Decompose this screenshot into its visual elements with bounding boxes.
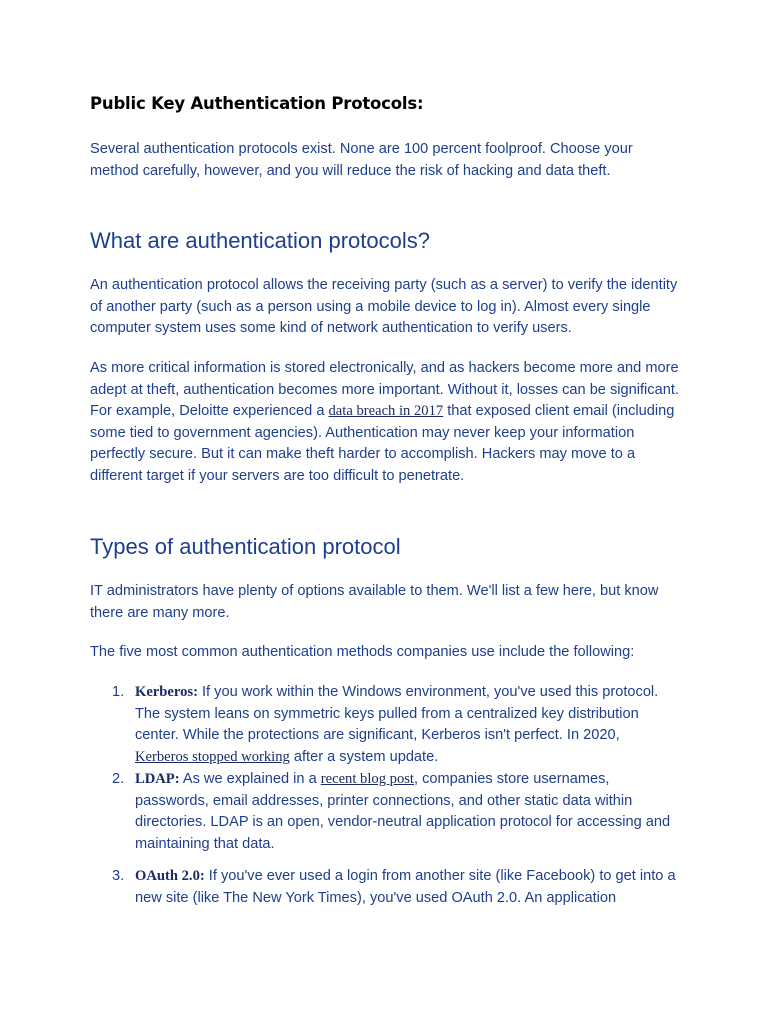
section-heading-what-are: What are authentication protocols? <box>90 228 430 253</box>
list-item-text-before: As we explained in a <box>179 771 321 787</box>
list-item-term: Kerberos: <box>135 684 198 700</box>
list-item-text <box>135 866 677 909</box>
list-number: 2. <box>112 771 125 787</box>
section1-paragraph-2 <box>90 358 682 488</box>
list-item-text-after: ), you've used OAuth 2.0. An application <box>356 889 617 906</box>
list-item-text <box>135 682 677 768</box>
list-number: 1. <box>112 684 125 700</box>
section1-paragraph-1: An authentication protocol allows the receiving party (such as a server) to verify the identity of another party (such as a person using a mobile device to log in). Almost every single computer system uses some kind of network authentication to verify users. <box>90 277 678 337</box>
section2-paragraph-2: The five most common authentication methods companies use include the following: <box>90 644 635 660</box>
recent-blog-post-link[interactable]: recent blog post <box>320 771 414 787</box>
section-heading-types: Types of authentication protocol <box>90 534 401 559</box>
list-item-term: LDAP: <box>135 771 180 787</box>
list-item-text <box>135 769 677 855</box>
section2-paragraph-1: IT administrators have plenty of options available to them. We'll list a few here, but know there are many more. <box>90 583 659 621</box>
list-item-term: OAuth 2.0: <box>135 868 205 884</box>
list-item-text-after: after a system update. <box>289 748 439 765</box>
list-number: 3. <box>112 868 125 884</box>
list-item-text-before: If you've ever used a login from another site (like Facebook) to get into a new site (like The New York Times <box>135 868 676 906</box>
kerberos-stopped-working-link[interactable]: Kerberos stopped working <box>135 748 290 765</box>
data-breach-link[interactable]: data breach in 2017 <box>328 403 444 420</box>
section1-paragraph-2-text-after: that exposed client email (including some tied to government agencies). Authentication may never keep your information perfectly secure. But it can make theft harder to accomplish. Hackers may move to a different target if your servers are too difficult to penetrate. <box>90 403 675 484</box>
list-item-text-after: , companies store usernames, passwords, email addresses, printer connections, and other static data within directories. LDAP is an open, vendor-neutral application protocol for accessing and maintaining that data. <box>135 771 671 852</box>
list-item-text-before: If you work within the Windows environment, you've used this protocol. The system leans on symmetric keys pulled from a centralized key distribution center. While the protections are significant, Kerberos isn't perfect. In 2020, <box>135 684 659 744</box>
intro-paragraph: Several authentication protocols exist. None are 100 percent foolproof. Choose your method carefully, however, and you will reduce the risk of hacking and data theft. <box>90 141 633 179</box>
document-title: Public Key Authentication Protocols: <box>90 94 424 113</box>
section1-paragraph-2-text-before: As more critical information is stored electronically, and as hackers become more and more adept at theft, authentication becomes more important. Without it, losses can be significant. For example, Deloitte experienced a <box>90 360 679 420</box>
